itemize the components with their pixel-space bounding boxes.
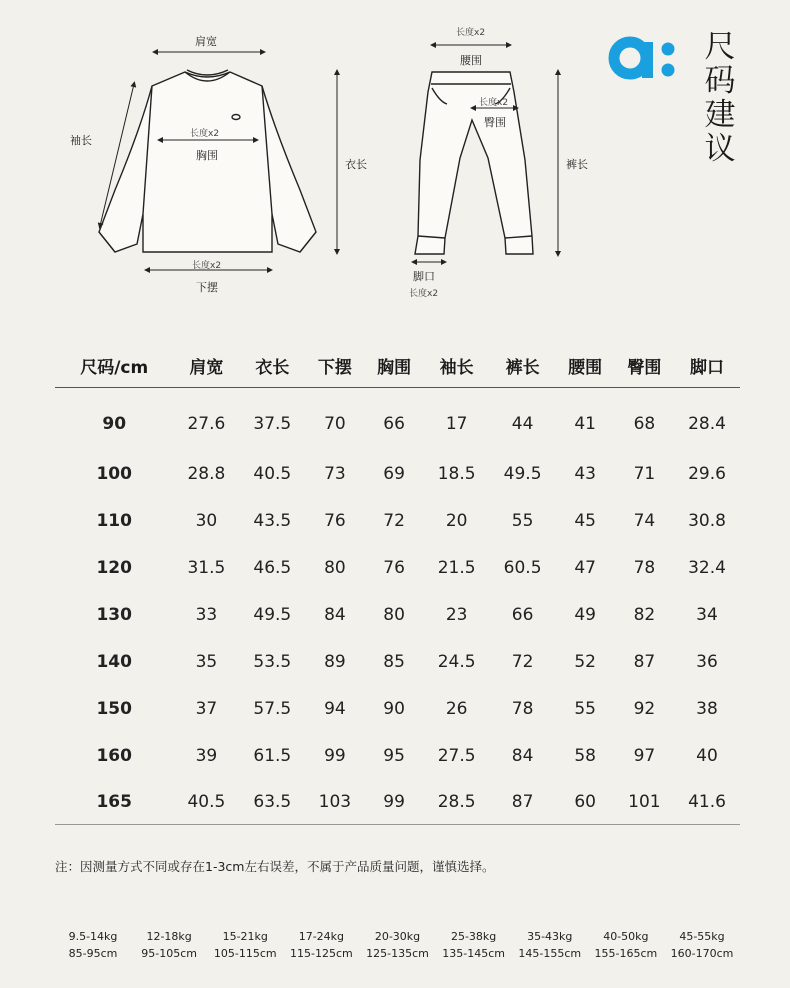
- shoulder-label: 肩宽: [195, 35, 217, 48]
- measure-cell: 39: [195, 745, 218, 766]
- height-range: 85-95cm: [68, 947, 118, 960]
- size-cell: 100: [96, 463, 132, 484]
- measure-cell: 55: [574, 698, 596, 719]
- header-cuff: 脚口: [674, 343, 740, 388]
- header-chest: 胸围: [365, 343, 424, 388]
- table-row: [55, 732, 740, 779]
- weight-height-item: [664, 928, 740, 962]
- size-cell: 130: [96, 604, 132, 625]
- table-row: [55, 638, 740, 685]
- measure-cell: 35: [195, 651, 218, 672]
- measure-cell: 101: [615, 779, 674, 825]
- measure-cell: 27.5: [437, 745, 476, 766]
- title-char: 码: [704, 63, 736, 99]
- weight-height-item: [512, 928, 588, 962]
- measure-cell: 47: [574, 557, 596, 578]
- measure-cell: 97: [633, 745, 656, 766]
- measure-cell: 43: [574, 463, 596, 484]
- weight-range: 35-43kg: [527, 930, 573, 943]
- measure-cell: 37.5: [253, 414, 292, 434]
- measure-cell: 72: [383, 510, 405, 531]
- measure-cell: 82: [633, 604, 656, 625]
- title-char: 尺: [704, 29, 736, 65]
- measure-cell: 21.5: [437, 557, 476, 578]
- size-cell: 110: [96, 510, 132, 531]
- weight-height-item: [436, 928, 512, 962]
- measure-cell: 99: [365, 779, 424, 825]
- measure-cell: 92: [633, 698, 656, 719]
- chest-note: 长度x2: [190, 129, 220, 139]
- measure-cell: 66: [383, 414, 405, 434]
- measure-cell: 60.5: [503, 557, 542, 578]
- measure-cell: 74: [633, 510, 656, 531]
- measure-cell: 99: [324, 745, 346, 766]
- height-range: 145-155cm: [518, 947, 582, 960]
- height-range: 125-135cm: [366, 947, 429, 960]
- measure-cell: 76: [324, 510, 346, 531]
- measure-cell: 28.8: [187, 463, 226, 484]
- measure-cell: 76: [383, 557, 405, 578]
- cuff-label: 脚口: [413, 270, 435, 283]
- weight-height-item: [207, 928, 283, 962]
- table-row: [55, 779, 740, 825]
- height-range: 105-115cm: [213, 947, 277, 960]
- measure-cell: 45: [574, 510, 596, 531]
- measure-cell: 49: [574, 604, 596, 625]
- measure-cell: 53.5: [253, 651, 292, 672]
- measure-cell: 28.5: [424, 779, 490, 825]
- waist-note: 长度x2: [456, 28, 486, 38]
- weight-height-guide: [55, 928, 740, 962]
- measure-cell: 24.5: [437, 651, 476, 672]
- measure-cell: 40.5: [253, 463, 292, 484]
- measure-cell: 33: [195, 604, 218, 625]
- measure-cell: 49.5: [253, 604, 292, 625]
- measure-cell: 37: [195, 698, 218, 719]
- table-row: [55, 450, 740, 497]
- cuff-note: 长度x2: [409, 289, 439, 299]
- measure-cell: 63.5: [239, 779, 305, 825]
- measure-cell: 78: [511, 698, 534, 719]
- table-row: [55, 544, 740, 591]
- weight-range: 9.5-14kg: [68, 930, 118, 943]
- weight-range: 45-55kg: [679, 930, 725, 943]
- measure-cell: 68: [633, 414, 656, 434]
- measure-cell: 23: [445, 604, 468, 625]
- measure-cell: 41: [574, 414, 596, 434]
- measure-cell: 29.6: [688, 463, 726, 484]
- shirt-length-label: 衣长: [345, 158, 367, 171]
- table-row: [55, 591, 740, 638]
- weight-height-item: [283, 928, 359, 962]
- size-cell: 120: [96, 557, 132, 578]
- title-char: 议: [704, 131, 736, 167]
- measure-cell: 60: [556, 779, 615, 825]
- size-cell: 140: [96, 651, 132, 672]
- page-title: [700, 30, 740, 166]
- measure-cell: 58: [574, 745, 596, 766]
- measure-cell: 95: [383, 745, 405, 766]
- height-range: 160-170cm: [670, 947, 734, 960]
- table-row: [55, 388, 740, 451]
- table-body: [55, 388, 740, 825]
- measure-cell: 66: [511, 604, 534, 625]
- measure-cell: 55: [511, 510, 534, 531]
- measure-cell: 28.4: [688, 414, 726, 434]
- table-row: [55, 497, 740, 544]
- measure-cell: 17: [445, 414, 468, 434]
- weight-range: 20-30kg: [374, 930, 421, 943]
- size-table: [55, 343, 740, 825]
- header-hem: 下摆: [305, 343, 364, 388]
- measure-cell: 30: [195, 510, 218, 531]
- hem-note: 长度x2: [192, 261, 222, 271]
- measure-cell: 61.5: [253, 745, 292, 766]
- measure-cell: 71: [633, 463, 656, 484]
- pants-illustration: [415, 72, 533, 254]
- measure-cell: 72: [511, 651, 534, 672]
- measure-cell: 31.5: [187, 557, 226, 578]
- measure-cell: 40.5: [173, 779, 239, 825]
- height-range: 155-165cm: [594, 947, 658, 960]
- hip-label: 臀围: [484, 116, 506, 129]
- measure-cell: 44: [511, 414, 534, 434]
- measure-cell: 70: [324, 414, 346, 434]
- brand-logo-icon: [606, 30, 682, 86]
- table-header-row: [55, 343, 740, 388]
- weight-height-item: [588, 928, 664, 962]
- sleeve-label: 袖长: [70, 134, 92, 147]
- header-size: 尺码/cm: [55, 343, 173, 388]
- measure-cell: 41.6: [674, 779, 740, 825]
- measure-cell: 80: [383, 604, 405, 625]
- measure-cell: 36: [696, 651, 718, 672]
- header-sleeve: 袖长: [424, 343, 490, 388]
- measure-cell: 84: [324, 604, 346, 625]
- measure-cell: 20: [445, 510, 468, 531]
- table-row: [55, 685, 740, 732]
- header-waist: 腰围: [556, 343, 615, 388]
- header-hip: 臀围: [615, 343, 674, 388]
- disclaimer-note: 注：因测量方式不同或存在1-3cm左右误差，不属于产品质量问题，谨慎选择。: [55, 859, 495, 874]
- weight-height-item: [360, 928, 436, 962]
- measure-cell: 43.5: [253, 510, 292, 531]
- measure-cell: 32.4: [688, 557, 726, 578]
- weight-range: 25-38kg: [450, 930, 497, 943]
- waist-label: 腰围: [460, 54, 482, 67]
- brand-logo: [606, 30, 682, 90]
- size-cell: 160: [96, 745, 132, 766]
- size-cell: 90: [102, 414, 127, 434]
- measure-cell: 49.5: [503, 463, 542, 484]
- title-char: 建: [704, 97, 736, 133]
- measure-cell: 103: [305, 779, 364, 825]
- height-range: 135-145cm: [442, 947, 505, 960]
- height-range: 95-105cm: [141, 947, 197, 960]
- measure-cell: 57.5: [253, 698, 292, 719]
- chest-label: 胸围: [196, 149, 218, 162]
- measure-cell: 38: [696, 698, 718, 719]
- weight-range: 40-50kg: [603, 930, 649, 943]
- measure-cell: 27.6: [187, 414, 226, 434]
- measure-cell: 52: [574, 651, 596, 672]
- measure-cell: 30.8: [688, 510, 726, 531]
- measure-cell: 80: [324, 557, 346, 578]
- weight-range: 17-24kg: [298, 930, 345, 943]
- hip-note: 长度x2: [479, 98, 509, 108]
- weight-range: 15-21kg: [222, 930, 268, 943]
- measure-cell: 84: [511, 745, 534, 766]
- header-shoulder: 肩宽: [173, 343, 239, 388]
- header-shirt-length: 衣长: [239, 343, 305, 388]
- measure-cell: 18.5: [437, 463, 476, 484]
- weight-height-item: [131, 928, 207, 962]
- hem-label: 下摆: [196, 281, 218, 294]
- measure-cell: 87: [490, 779, 556, 825]
- measure-cell: 90: [383, 698, 405, 719]
- size-cell: 165: [55, 779, 173, 825]
- measure-cell: 34: [696, 604, 718, 625]
- measure-cell: 89: [324, 651, 346, 672]
- weight-range: 12-18kg: [146, 930, 192, 943]
- weight-height-item: [55, 928, 131, 962]
- height-range: 115-125cm: [290, 947, 353, 960]
- header-pants-length: 裤长: [490, 343, 556, 388]
- measure-cell: 73: [324, 463, 346, 484]
- measure-cell: 94: [324, 698, 346, 719]
- size-cell: 150: [96, 698, 132, 719]
- measure-cell: 46.5: [253, 557, 292, 578]
- measure-cell: 78: [633, 557, 656, 578]
- measure-cell: 87: [633, 651, 656, 672]
- pants-length-label: 裤长: [566, 158, 588, 171]
- measure-cell: 69: [383, 463, 405, 484]
- measure-cell: 40: [696, 745, 718, 766]
- measure-cell: 26: [445, 698, 468, 719]
- measure-cell: 85: [383, 651, 405, 672]
